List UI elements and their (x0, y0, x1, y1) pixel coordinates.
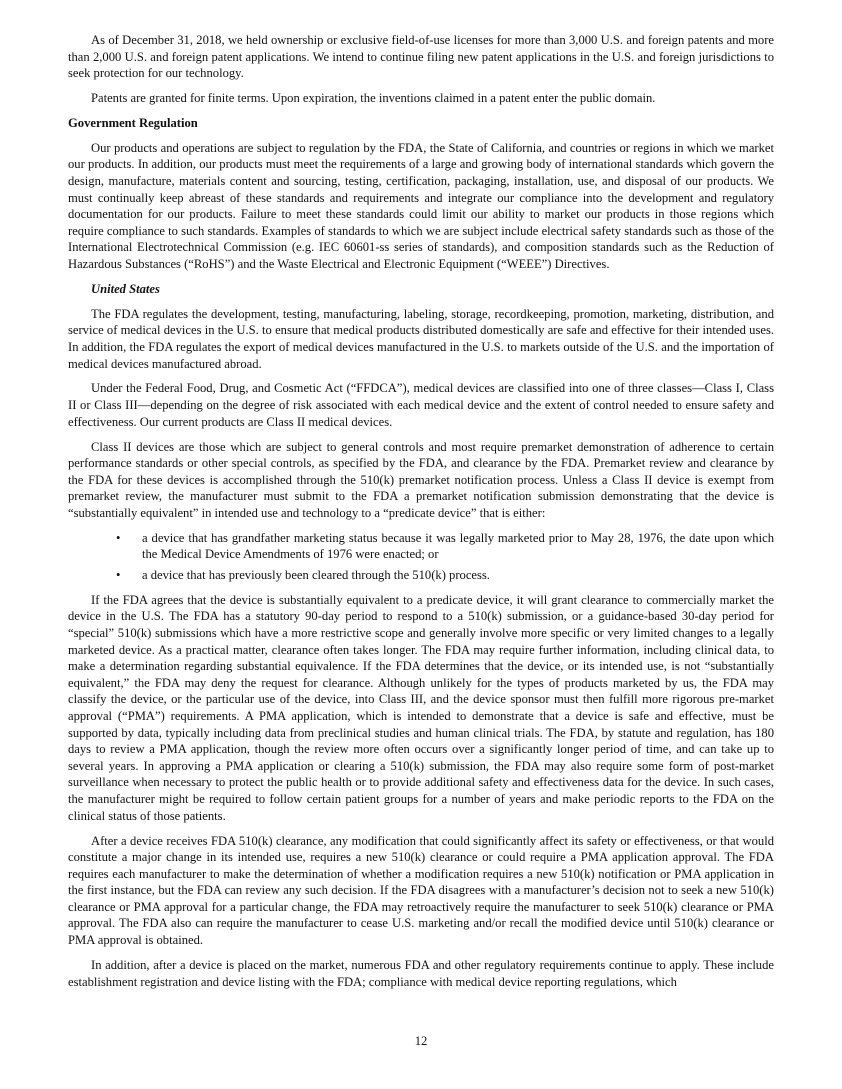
subsection-heading: United States (91, 281, 160, 296)
paragraph-ffdca: Under the Federal Food, Drug, and Cosmetic Act (“FFDCA”), medical devices are classified into one of three classes—Class I, Class II or Class III—depending on the degree of risk associated with each medical device and the extent of control needed to ensure safety and effectiveness. Our current products are Class II medical devices. (68, 381, 774, 429)
bullet-marker: • (116, 568, 121, 582)
list-item-text: a device that has previously been cleared through the 510(k) process. (142, 568, 490, 582)
paragraph-clearance: If the FDA agrees that the device is substantially equivalent to a predicate device, it will grant clearance to commercially market the device in the U.S. The FDA has a statutory 90-day period to respond to a 510(k) submission, or a guidance-based 30-day period for “special” 510(k) submissions which have a more restrictive scope and generally involve more specific or very limited changes to a legally marketed device. As a practical matter, clearance often takes longer. The FDA may require further information, including clinical data, to make a determination regarding substantial equivalence. If the FDA determines that the device, or its intended use, is not “substantially equivalent,” the FDA may deny the request for clearance. Although unlikely for the types of products marketed by us, the FDA may classify the device, or the particular use of the device, into Class III, and the device sponsor must then fulfill more rigorous pre-market approval (“PMA”) requirements. A PMA application, which is intended to demonstrate that a device is safe and effective, must be supported by data, typically including data from preclinical studies and human clinical trials. The FDA, by statute and regulation, has 180 days to review a PMA application, though the review more often occurs over a significantly longer period of time, and can take up to several years. In approving a PMA application or clearing a 510(k) submission, the FDA may also require some form of post-market surveillance when necessary to protect the public health or to provide additional safety and effectiveness data for the device. In such cases, the manufacturer might be required to follow certain patient groups for a number of years and make periodic reports to the FDA on the clinical status of those patients. (68, 592, 774, 823)
paragraph-regulation-intro: Our products and operations are subject to regulation by the FDA, the State of California, and countries or regions in which we market our products. In addition, our products must meet the requirements of a large and growing body of international standards which govern the design, manufacture, materials content and sourcing, testing, certification, packaging, installation, use, and disposal of our products. We must continually keep abreast of these standards and requirements and integrate our compliance into the development and regulatory documentation for our products. Failure to meet these standards could limit our ability to market our products in those regions which require compliance to such standards. Examples of standards to which we are subject include electrical safety standards such as those of the International Electrotechnical Commission (e.g. IEC 60601-ss series of standards), and composition standards such as the Reduction of Hazardous Substances (“RoHS”) and the Waste Electrical and Electronic Equipment (“WEEE”) Directives. (68, 140, 774, 272)
section-heading: Government Regulation (68, 115, 198, 130)
page-number: 12 (414, 1034, 428, 1048)
list-item (68, 567, 774, 584)
paragraph-modifications: After a device receives FDA 510(k) clearance, any modification that could significantly affect its safety or effectiveness, or that would constitute a major change in its intended use, requires a new 510(k) clearance or could require a PMA application approval. The FDA requires each manufacturer to make the determination of whether a modification requires a new 510(k) notification or PMA application in the first instance, but the FDA can review any such decision. If the FDA disagrees with a manufacturer’s decision not to seek a new 510(k) clearance or PMA approval for a particular change, the FDA may retroactively require the manufacturer to seek 510(k) clearance or PMA approval. The FDA also can require the manufacturer to cease U.S. marketing and/or recall the modified device until 510(k) clearance or PMA approval is obtained. (68, 833, 774, 948)
paragraph-class-ii: Class II devices are those which are subject to general controls and most require premarket demonstration of adherence to certain performance standards or other special controls, as specified by the FDA, and clearance by the FDA. Premarket review and clearance by the FDA for these devices is accomplished through the 510(k) premarket notification process. Unless a Class II device is exempt from premarket review, the manufacturer must submit to the FDA a premarket notification submission demonstrating that the device is “substantially equivalent” in intended use and technology to a “predicate device” that is either: (68, 439, 774, 520)
list-item (68, 530, 774, 563)
paragraph-patents-held: As of December 31, 2018, we held ownership or exclusive field-of-use licenses for more than 3,000 U.S. and foreign patents and more than 2,000 U.S. and foreign patent applications. We intend to continue filing new patent applications in the U.S. and foreign jurisdictions to seek protection for our technology. (68, 33, 774, 81)
paragraph-post-market: In addition, after a device is placed on the market, numerous FDA and other regulatory requirements continue to apply. These include establishment registration and device listing with the FDA; compliance with medical device reporting regulations, which (68, 957, 774, 989)
paragraph-patent-terms: Patents are granted for finite terms. Upon expiration, the inventions claimed in a patent enter the public domain. (91, 91, 656, 106)
list-item-text: a device that has grandfather marketing status because it was legally marketed prior to May 28, 1976, the date upon which the Medical Device Amendments of 1976 were enacted; or (142, 530, 774, 562)
document-page (68, 32, 774, 998)
predicate-device-list (68, 530, 774, 584)
bullet-marker: • (116, 530, 121, 545)
paragraph-fda-regulates: The FDA regulates the development, testing, manufacturing, labeling, storage, recordkeeping, promotion, marketing, distribution, and service of medical devices in the U.S. to ensure that medical products distributed domestically are safe and effective for their intended uses. In addition, the FDA regulates the export of medical devices manufactured in the U.S. to markets outside of the U.S. and the importation of medical devices manufactured abroad. (68, 306, 774, 371)
